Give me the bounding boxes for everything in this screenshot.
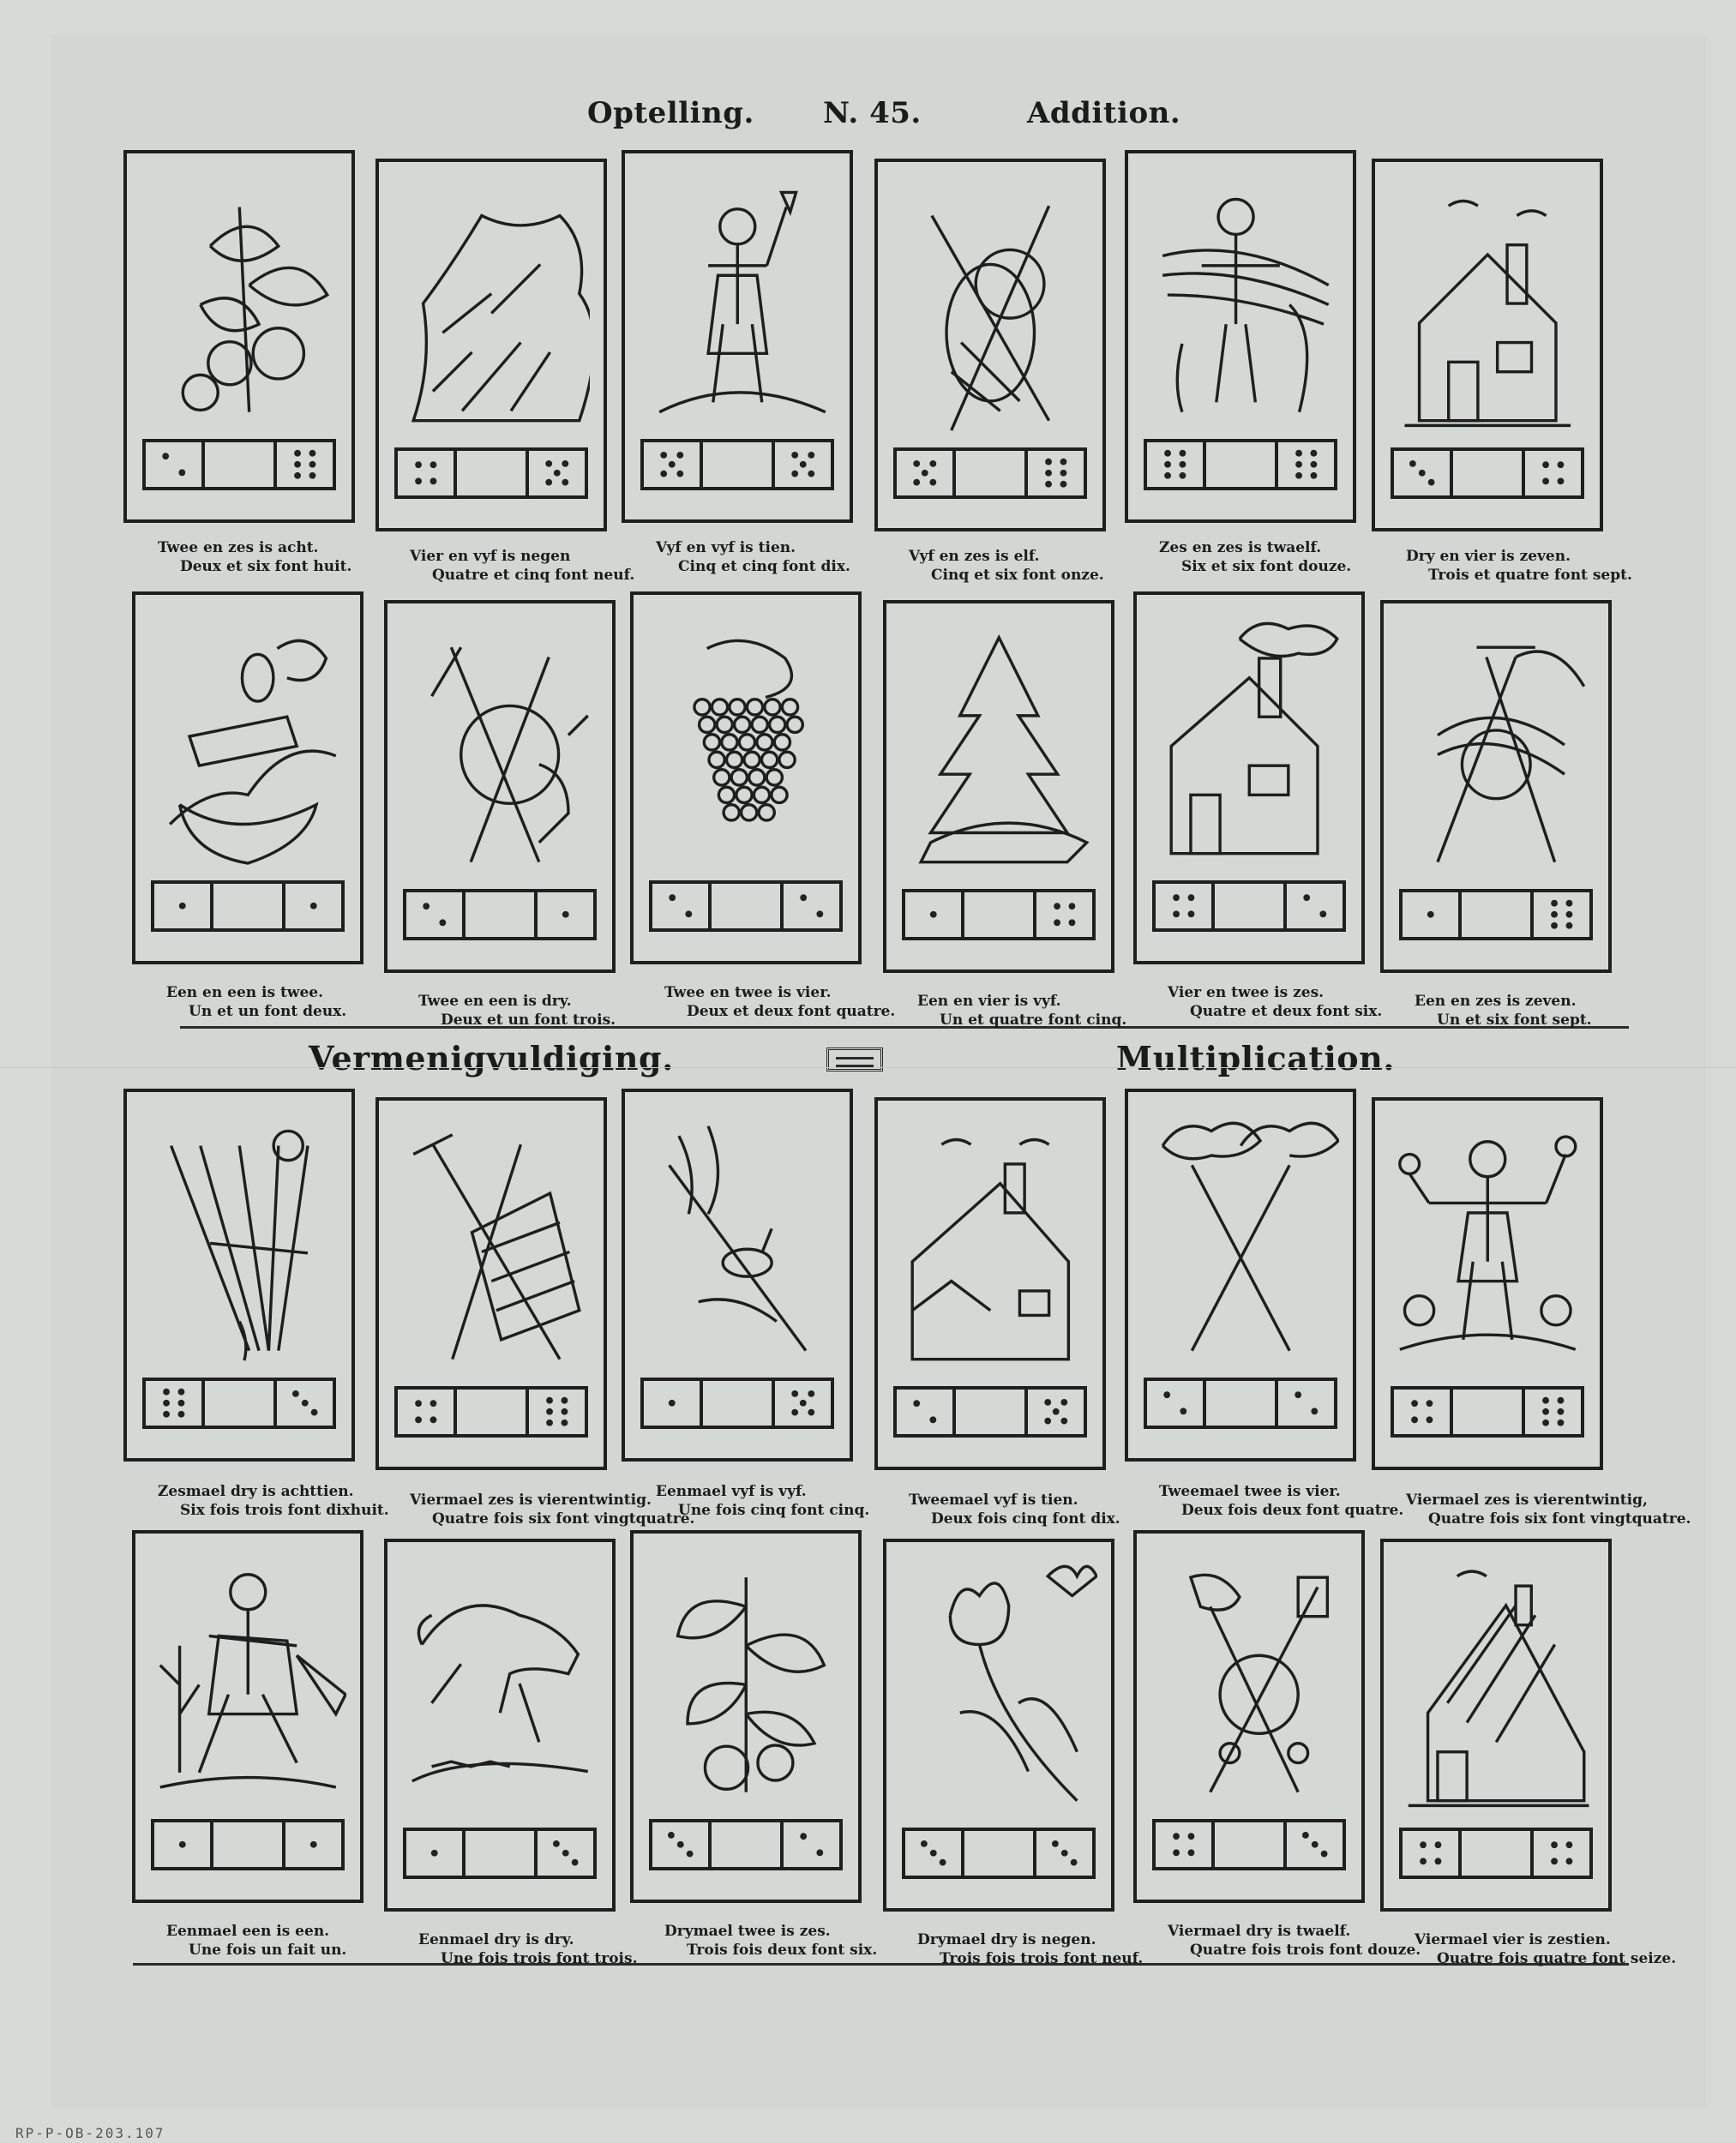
domino-cell [897,1390,952,1434]
pips-graphic [283,1384,327,1421]
domino-cell [961,892,1034,937]
domino-cell [1394,451,1449,495]
domino-tile [1144,1378,1337,1429]
garden-tools-wreath-icon [401,618,599,881]
card-caption [1159,1482,1403,1520]
domino-tile [1399,1828,1592,1879]
domino-card [384,600,616,973]
domino-cell [905,892,960,937]
domino-cell [398,451,453,495]
card-caption [1406,1491,1691,1528]
domino-cell [273,442,332,487]
card-caption [158,1482,389,1520]
card-caption [1415,992,1592,1029]
pips-graphic [718,1826,773,1863]
walking-man-icon [149,1548,347,1811]
domino-cell [644,442,699,487]
domino-cell [1522,1390,1580,1434]
plum-branch-icon [647,1548,845,1811]
domino-cell [526,1390,584,1434]
domino-cell [406,1831,461,1876]
domino-cell [952,451,1025,495]
caption-french: Quatre fois six font vingtquatre. [1428,1510,1691,1528]
paper-fold [0,1067,1736,1068]
pips-graphic [1469,896,1523,933]
domino-cell [1024,451,1083,495]
domino-tile [649,1819,842,1870]
domino-tile [1391,447,1583,499]
domino-cell [1024,1390,1083,1434]
domino-tile [394,447,587,499]
caption-french: Deux et six font huit. [180,558,352,575]
pips-graphic [903,1393,947,1430]
caption-dutch: Zes en zes is twaelf. [1159,539,1322,556]
domino-cell [1275,1381,1333,1426]
domino-card [1125,1089,1356,1462]
caption-dutch: Viermael zes is vierentwintig. [410,1492,652,1509]
pips-graphic [1162,1826,1206,1863]
caption-dutch: Twee en zes is acht. [158,539,319,556]
domino-cell [526,451,584,495]
crossed-torches-icon [1142,1107,1340,1370]
domino-card [883,1539,1114,1912]
caption-dutch: Viermael zes is vierentwintig, [1406,1492,1648,1509]
pips-graphic [160,1826,205,1863]
pips-graphic [911,896,956,933]
domino-cell [1211,884,1284,928]
title-addition-nl: Optelling. [587,96,754,130]
card-caption [418,992,616,1029]
pips-graphic [283,446,327,483]
domino-card [132,591,363,964]
domino-cell [1203,1381,1276,1426]
card-caption [656,538,850,576]
caption-dutch: Dry en vier is zeven. [1406,548,1571,565]
domino-card [1133,591,1365,964]
caption-french: Six et six font douze. [1181,558,1352,575]
domino-cell [1403,892,1457,937]
leaping-fox-icon [401,1557,599,1820]
domino-cell [154,884,209,928]
domino-cell [961,1831,1034,1876]
domino-tile [151,1819,344,1870]
domino-tile [142,439,335,490]
domino-cell [1522,451,1580,495]
pips-graphic [971,896,1026,933]
girl-with-flowers-icon [1389,1115,1587,1378]
domino-card [874,1097,1106,1470]
pips-graphic [1042,1834,1087,1871]
pips-graphic [1293,1826,1337,1863]
pips-graphic [1293,887,1337,924]
girl-with-cup-icon [639,168,837,431]
pips-graphic [1284,446,1329,483]
domino-cell [146,442,201,487]
pips-graphic [781,446,826,483]
thatched-house-icon [1397,1557,1595,1820]
domino-card [883,600,1114,973]
caption-dutch: Twee en een is dry. [418,993,572,1010]
pips-graphic [971,1834,1026,1871]
pips-graphic [212,1384,267,1421]
pips-graphic [1222,1826,1276,1863]
pips-graphic [464,454,519,491]
pips-graphic [1162,887,1206,924]
inventory-mark: RP-P-OB-203.107 [15,2125,165,2141]
domino-cell [1033,892,1091,937]
pips-graphic [1460,454,1515,491]
caption-dutch: Viermael vier is zestien. [1415,1931,1611,1948]
fishing-tools-icon [892,177,1090,440]
pips-graphic [212,446,267,483]
domino-tile [640,439,833,490]
caption-french: Trois fois trois font neuf. [940,1950,1144,1967]
domino-cell [398,1390,453,1434]
domino-cell [708,884,781,928]
caption-french: Deux et un font trois. [441,1011,616,1029]
domino-tile [1144,439,1337,490]
domino-tile [142,1378,335,1429]
pips-graphic [472,1834,527,1871]
caption-dutch: Vyf en zes is elf. [909,548,1040,565]
domino-cell [1147,442,1202,487]
domino-cell [1530,1831,1589,1876]
pips-graphic [291,887,336,924]
domino-cell [1283,884,1342,928]
caption-dutch: Twee en twee is vier. [664,984,832,1001]
domino-cell [952,1390,1025,1434]
caption-dutch: Eenmael een is een. [166,1923,330,1940]
fir-tree-icon [900,618,1098,881]
bottom-rule [133,1963,1629,1966]
domino-tile [394,1386,587,1438]
pips-graphic [404,454,448,491]
caption-french: Quatre fois quatre font seize. [1437,1950,1677,1967]
domino-tile [902,1828,1095,1879]
domino-cell [282,884,340,928]
caption-french: Deux fois deux font quatre. [1181,1502,1404,1519]
cap-and-tools-icon [1150,1548,1349,1811]
pips-graphic [535,454,580,491]
pips-graphic [464,1393,519,1430]
domino-cell [1458,1831,1531,1876]
pips-graphic [1460,1393,1515,1430]
domino-cell [273,1381,332,1426]
pips-graphic [1034,1393,1078,1430]
caption-french: Trois fois deux font six. [687,1942,878,1959]
domino-card [622,1089,853,1462]
domino-cell [534,892,592,937]
pips-graphic [1540,1834,1584,1871]
domino-cell [534,1831,592,1876]
domino-cell [154,1822,209,1867]
caption-french: Une fois trois font trois. [441,1950,638,1967]
caption-french: Une fois cinq font cinq. [678,1502,870,1519]
pips-graphic [790,1826,834,1863]
caption-dutch: Vier en twee is zes. [1168,984,1325,1001]
pips-graphic [1213,446,1268,483]
domino-cell [1203,442,1276,487]
card-caption [664,983,895,1021]
pips-graphic [1531,1393,1576,1430]
domino-cell [454,1390,526,1434]
caption-french: Quatre fois six font vingtquatre. [432,1510,695,1528]
pips-graphic [1400,454,1445,491]
caption-french: Deux et deux font quatre. [687,1003,896,1020]
caption-french: Cinq et cinq font dix. [678,558,850,575]
caption-dutch: Drymael dry is negen. [917,1931,1096,1948]
pips-graphic [160,887,205,924]
pips-graphic [535,1393,580,1430]
card-caption [656,1482,869,1520]
domino-cell [462,1831,535,1876]
card-caption [166,983,346,1021]
domino-cell [1156,884,1210,928]
pips-graphic [544,1834,588,1871]
card-caption [909,547,1104,585]
wheat-sheaf-icon [141,1107,339,1370]
smoking-cottage-icon [1150,609,1349,873]
caption-french: Cinq et six font onze. [931,567,1104,584]
caption-french: Un et six font sept. [1437,1011,1592,1029]
pips-graphic [1540,896,1584,933]
title-addition-fr: Addition. [1027,96,1181,130]
pips-graphic [1153,1384,1198,1421]
domino-cell [644,1381,699,1426]
basket-rake-icon [393,1115,591,1378]
domino-card [384,1539,616,1912]
domino-cell [1156,1822,1210,1867]
domino-tile [1152,1819,1345,1870]
domino-card [375,159,607,531]
domino-cell [1033,1831,1091,1876]
pips-graphic [1400,1393,1445,1430]
caption-dutch: Een en een is twee. [166,984,324,1001]
caption-french: Trois et quatre font sept. [1428,567,1632,584]
domino-cell [772,1381,830,1426]
domino-cell [772,442,830,487]
domino-card [630,1530,862,1903]
caption-dutch: Viermael dry is twaelf. [1168,1923,1351,1940]
domino-cell [146,1381,201,1426]
domino-card [1372,1097,1603,1470]
domino-cell [201,442,274,487]
card-caption [1168,1922,1421,1960]
harvester-icon [1142,168,1340,431]
pips-graphic [1153,446,1198,483]
pips-graphic [412,896,457,933]
domino-tile [893,447,1086,499]
domino-card [874,159,1106,531]
pips-graphic [710,446,765,483]
caption-dutch: Vier en vyf is negen [410,548,571,565]
bush-icon [393,177,591,440]
domino-cell [652,884,707,928]
card-caption [917,1930,1143,1968]
pips-graphic [404,1393,448,1430]
domino-tile [902,889,1095,940]
domino-tile [403,1828,596,1879]
print-sheet [51,34,1706,2109]
pips-graphic [1531,454,1576,491]
domino-card [1125,150,1356,523]
caption-french: Un et quatre font cinq. [940,1011,1127,1029]
domino-tile [649,880,842,932]
pips-graphic [1409,1834,1453,1871]
domino-cell [406,892,461,937]
cottage-with-birds-icon [1389,177,1587,440]
card-caption [166,1922,346,1960]
pips-graphic [1213,1384,1268,1421]
domino-tile [1391,1386,1583,1438]
domino-cell [700,442,772,487]
pips-graphic [152,446,196,483]
caption-french: Quatre et cinq font neuf. [432,567,635,584]
card-caption [1168,983,1382,1021]
domino-cell [700,1381,772,1426]
domino-cell [454,451,526,495]
domino-cell [282,1822,340,1867]
pips-graphic [650,446,694,483]
pips-graphic [220,887,275,924]
pips-graphic [658,1826,703,1863]
domino-card [123,1089,355,1462]
title-multiplication-nl: Vermenigvuldiging. [309,1039,674,1078]
domino-cell [210,1822,283,1867]
pips-graphic [963,1393,1018,1430]
card-caption [1415,1930,1676,1968]
domino-cell [905,1831,960,1876]
caption-french: Six fois trois font dixhuit. [180,1502,389,1519]
caption-dutch: Tweemael twee is vier. [1159,1483,1341,1500]
domino-card [132,1530,363,1903]
pips-graphic [1409,896,1453,933]
card-caption [418,1930,638,1968]
domino-cell [210,884,283,928]
caption-dutch: Eenmael dry is dry. [418,1931,574,1948]
card-caption [909,1491,1120,1528]
pips-graphic [781,1384,826,1421]
pips-graphic [911,1834,956,1871]
card-caption [410,547,634,585]
domino-cell [1458,892,1531,937]
pips-graphic [790,887,834,924]
domino-card [375,1097,607,1470]
pips-graphic [152,1384,196,1421]
caption-french: Quatre et deux font six. [1190,1003,1383,1020]
domino-cell [1147,1381,1202,1426]
pips-graphic [658,887,703,924]
pips-graphic [1034,454,1078,491]
title-multiplication-fr: Multiplication. [1116,1039,1396,1078]
sheet-number: N. 45. [823,96,922,130]
domino-cell [897,451,952,495]
pips-graphic [412,1834,457,1871]
pips-graphic [472,896,527,933]
card-caption [410,1491,694,1528]
caption-dutch: Zesmael dry is achttien. [158,1483,354,1500]
domino-cell [1450,451,1523,495]
caption-dutch: Een en zes is zeven. [1415,993,1577,1010]
pips-graphic [650,1384,694,1421]
caption-french: Une fois un fait un. [189,1942,347,1959]
caption-dutch: Drymael twee is zes. [664,1923,831,1940]
card-caption [1406,547,1632,585]
grapes-icon [647,609,845,873]
domino-card [630,591,862,964]
domino-cell [780,884,838,928]
pips-graphic [220,1826,275,1863]
domino-tile [640,1378,833,1429]
pips-graphic [1222,887,1276,924]
owl-in-tree-icon [149,609,347,873]
pips-graphic [1284,1384,1329,1421]
farmhouse-birds-icon [892,1115,1090,1378]
caption-dutch: Een en vier is vyf. [917,993,1061,1010]
domino-tile [403,889,596,940]
domino-cell [1403,1831,1457,1876]
domino-card [622,150,853,523]
caption-dutch: Vyf en vyf is tien. [656,539,796,556]
pips-graphic [1042,896,1087,933]
pips-graphic [291,1826,336,1863]
rabbit-branch-icon [639,1107,837,1370]
card-caption [917,992,1126,1029]
caption-french: Quatre fois trois font douze. [1190,1942,1421,1959]
domino-card [1380,1539,1612,1912]
domino-card [1133,1530,1365,1903]
pips-graphic [1469,1834,1523,1871]
pips-graphic [963,454,1018,491]
section-divider [180,1026,1629,1029]
pips-graphic [718,887,773,924]
domino-card [1372,159,1603,531]
domino-card [1380,600,1612,973]
domino-cell [1283,1822,1342,1867]
tulip-butterfly-icon [900,1557,1098,1820]
caption-french: Deux fois cinq font dix. [931,1510,1120,1528]
pips-graphic [710,1384,765,1421]
domino-tile [151,880,344,932]
caption-dutch: Eenmael vyf is vyf. [656,1483,807,1500]
domino-cell [652,1822,707,1867]
domino-cell [708,1822,781,1867]
domino-cell [1211,1822,1284,1867]
domino-cell [1394,1390,1449,1434]
domino-tile [1152,880,1345,932]
fruit-branch-icon [141,168,339,431]
domino-tile [1399,889,1592,940]
domino-card [123,150,355,523]
scythe-rake-icon [1397,618,1595,881]
pips-graphic [544,896,588,933]
domino-tile [893,1386,1086,1438]
card-caption [664,1922,877,1960]
pips-graphic [903,454,947,491]
domino-cell [780,1822,838,1867]
domino-cell [462,892,535,937]
domino-cell [201,1381,274,1426]
domino-cell [1450,1390,1523,1434]
domino-cell [1275,442,1333,487]
domino-cell [1530,892,1589,937]
card-caption [158,538,351,576]
card-caption [1159,538,1351,576]
caption-french: Un et un font deux. [189,1003,347,1020]
caption-dutch: Tweemael vyf is tien. [909,1492,1078,1509]
